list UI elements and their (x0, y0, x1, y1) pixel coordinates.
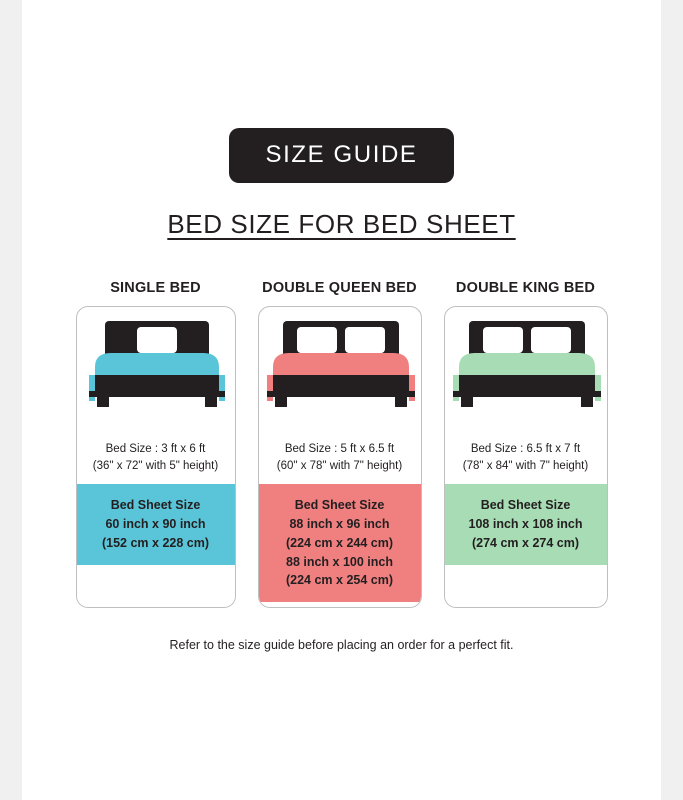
card-spacer-single (77, 565, 235, 607)
bed-size-line1-single: Bed Size : 3 ft x 6 ft (105, 443, 206, 455)
card-double-queen-bed (258, 306, 422, 608)
sheet-size-block-single (77, 484, 235, 564)
bed-size-line2-single: (36" x 72" with 5" height) (92, 459, 219, 472)
column-single-bed (76, 280, 236, 608)
bed-icon-queen (259, 313, 422, 437)
size-guide-page (22, 0, 661, 800)
column-title-single: SINGLE BED (110, 280, 201, 296)
bed-illustration-queen (259, 313, 421, 437)
sheet-line-queen-1: (224 cm x 244 cm) (285, 535, 393, 550)
sheet-heading-single: Bed Sheet Size (110, 498, 201, 513)
sheet-line-king-1: (274 cm x 274 cm) (471, 535, 579, 550)
bed-illustration-king (445, 313, 607, 437)
card-spacer-queen (259, 602, 421, 607)
page-title: BED SIZE FOR BED SHEET (167, 209, 516, 239)
card-spacer-king (445, 565, 607, 607)
column-double-king-bed (444, 280, 608, 608)
bed-illustration-single (77, 313, 235, 437)
column-double-queen-bed (258, 280, 422, 608)
size-guide-badge: SIZE GUIDE (229, 128, 453, 183)
bed-size-line2-queen: (60" x 78" with 7" height) (276, 459, 403, 472)
bed-icon-king (445, 313, 608, 437)
badge-container (22, 128, 661, 183)
bed-size-line1-queen: Bed Size : 5 ft x 6.5 ft (284, 443, 395, 455)
footnote-text: Refer to the size guide before placing an order for a perfect fit. (169, 638, 514, 652)
sheet-line-single-0: 60 inch x 90 inch (105, 517, 206, 532)
bed-size-line2-king: (78" x 84" with 7" height) (462, 459, 589, 472)
sheet-size-block-king (445, 484, 607, 564)
bed-size-columns (22, 280, 661, 608)
bed-size-text-single (77, 437, 235, 484)
sheet-line-single-1: (152 cm x 228 cm) (101, 535, 209, 550)
bed-icon-single (77, 313, 236, 437)
card-single-bed (76, 306, 236, 608)
column-title-queen: DOUBLE QUEEN BED (262, 280, 417, 296)
bed-size-text-king (445, 437, 607, 484)
bed-size-text-queen (259, 437, 421, 484)
sheet-line-queen-3: (224 cm x 254 cm) (285, 573, 393, 588)
column-title-king: DOUBLE KING BED (455, 280, 596, 296)
sheet-heading-king: Bed Sheet Size (480, 498, 571, 513)
sheet-heading-queen: Bed Sheet Size (294, 498, 385, 513)
sheet-size-block-queen (259, 484, 421, 602)
sheet-line-queen-2: 88 inch x 100 inch (286, 554, 393, 569)
sheet-line-queen-0: 88 inch x 96 inch (289, 517, 390, 532)
card-double-king-bed (444, 306, 608, 608)
bed-size-line1-king: Bed Size : 6.5 ft x 7 ft (470, 443, 581, 455)
sheet-line-king-0: 108 inch x 108 inch (468, 517, 583, 532)
